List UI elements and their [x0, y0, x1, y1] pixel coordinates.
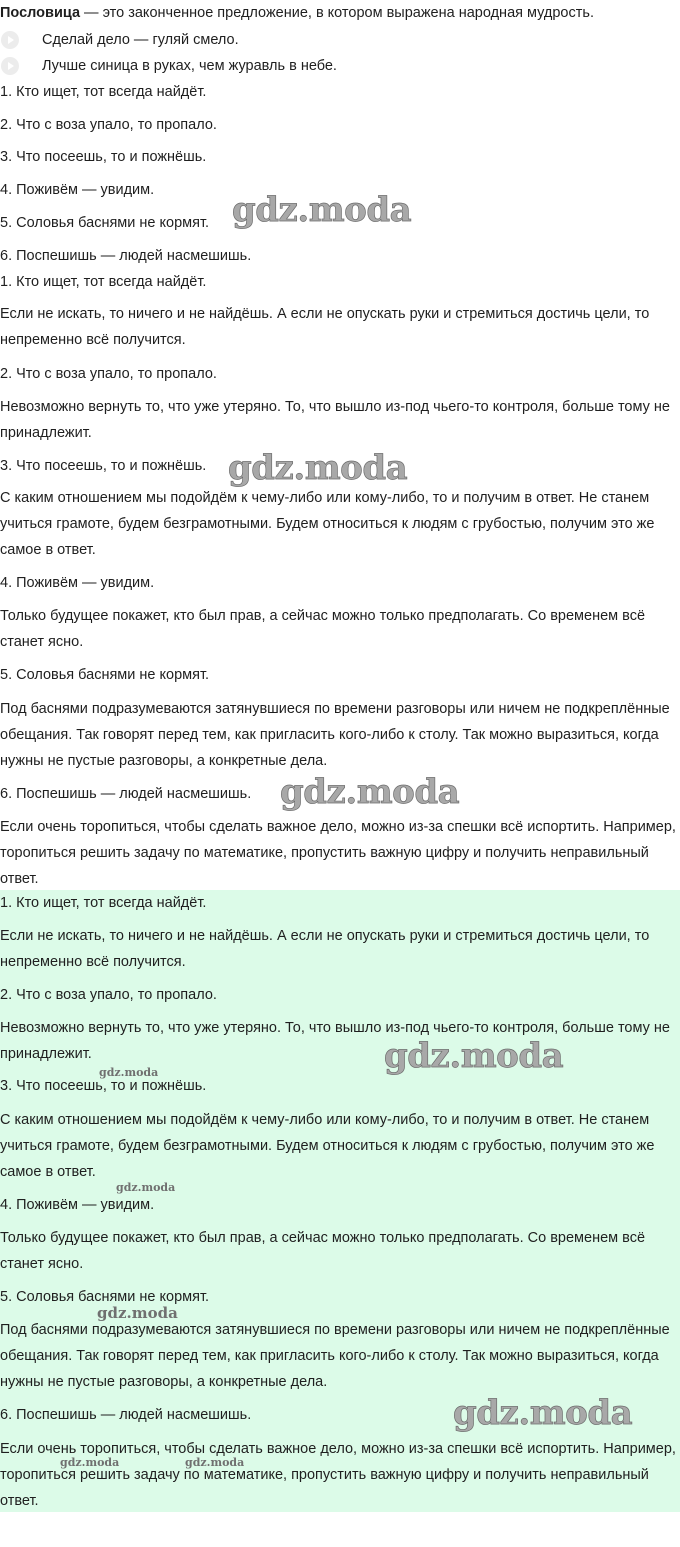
watermark-small: gdz.moda — [97, 1304, 178, 1322]
explanation-text: Невозможно вернуть то, что уже утеряно. То, что вышло из-под чьего-то контроля, больше тому не принадлежит. — [0, 399, 670, 441]
watermark: gdz.moda — [453, 1393, 633, 1433]
proverb-list-item: 2. Что с воза упало, то пропало. — [0, 117, 217, 133]
explanation-text: Под баснями подразумеваются затянувшиеся по времени разговоры или ничем не подкреплённые обещания. Так говорят перед тем, как пригласить кого-либо к столу. Так можно выразиться, когда нужны не пустые разговоры, а конкретные дела. — [0, 701, 670, 769]
explanation-proverb: 3. Что посеешь, то и пожнёшь. — [0, 458, 207, 474]
example-item — [0, 29, 680, 51]
explanation-proverb: 4. Поживём — увидим. — [0, 575, 155, 591]
explanation-proverb: 2. Что с воза упало, то пропало. — [0, 366, 217, 382]
explanation-text: С каким отношением мы подойдём к чему-либо или кому-либо, то и получим в ответ. Не станем учиться грамоте, будем безграмотными. Будем относиться к людям с грубостью, получим это же самое в ответ. — [0, 490, 655, 558]
explanation-text: Если не искать, то ничего и не найдёшь. А если не опускать руки и стремиться достичь цели, то непременно всё получится. — [0, 306, 650, 348]
watermark: gdz.moda — [280, 772, 460, 812]
explanation-text: Только будущее покажет, кто был прав, а сейчас можно только предполагать. Со временем всё станет ясно. — [0, 608, 646, 650]
answer-text: Если не искать, то ничего и не найдёшь. А если не опускать руки и стремиться достичь цели, то непременно всё получится. — [0, 928, 650, 970]
proverb-list-item: 6. Поспешишь — людей насмешишь. — [0, 248, 252, 264]
watermark-small: gdz.moda — [99, 1066, 159, 1079]
watermark-small: gdz.moda — [185, 1456, 245, 1469]
watermark: gdz.moda — [228, 448, 408, 488]
definition-term: Пословица — [0, 5, 81, 21]
proverb-list-item: 3. Что посеешь, то и пожнёшь. — [0, 149, 207, 165]
answer-text: Если очень торопиться, чтобы сделать важное дело, можно из-за спешки всё испортить. Например, торопиться решить задачу по математике, пропустить важную цифру и получить неправильный ответ. — [0, 1441, 676, 1509]
explanation-proverb: 6. Поспешишь — людей насмешишь. — [0, 786, 252, 802]
answer-proverb: 4. Поживём — увидим. — [0, 1197, 155, 1213]
proverb-list-item: 1. Кто ищет, тот всегда найдёт. — [0, 84, 207, 100]
definition-paragraph — [0, 2, 680, 24]
proverb-list-item: 5. Соловья баснями не кормят. — [0, 215, 210, 231]
answer-text: Невозможно вернуть то, что уже утеряно. То, что вышло из-под чьего-то контроля, больше тому не принадлежит. — [0, 1020, 670, 1062]
example-item — [0, 55, 680, 77]
answer-proverb: 5. Соловья баснями не кормят. — [0, 1289, 210, 1305]
example-text: Лучше синица в руках, чем журавль в небе. — [42, 58, 337, 74]
answer-proverb: 2. Что с воза упало, то пропало. — [0, 987, 217, 1003]
answer-text: С каким отношением мы подойдём к чему-либо или кому-либо, то и получим в ответ. Не станем учиться грамоте, будем безграмотными. Будем относиться к людям с грубостью, получим это же самое в ответ. — [0, 1112, 655, 1180]
watermark-small: gdz.moda — [60, 1456, 120, 1469]
play-bullet-icon — [1, 57, 19, 75]
answer-text: Только будущее покажет, кто был прав, а сейчас можно только предполагать. Со временем всё станет ясно. — [0, 1230, 646, 1272]
play-bullet-icon — [1, 31, 19, 49]
watermark-small: gdz.moda — [116, 1181, 176, 1194]
definition-text: — это законченное предложение, в котором выражена народная мудрость. — [80, 5, 594, 21]
answer-proverb: 3. Что посеешь, то и пожнёшь. — [0, 1078, 207, 1094]
answer-text: Под баснями подразумеваются затянувшиеся по времени разговоры или ничем не подкреплённые обещания. Так говорят перед тем, как пригласить кого-либо к столу. Так можно выразиться, когда нужны не пустые разговоры, а конкретные дела. — [0, 1322, 670, 1390]
watermark: gdz.moda — [232, 190, 412, 230]
watermark: gdz.moda — [384, 1036, 564, 1076]
answer-proverb: 1. Кто ищет, тот всегда найдёт. — [0, 895, 207, 911]
example-text: Сделай дело — гуляй смело. — [42, 32, 239, 48]
proverb-list-item: 4. Поживём — увидим. — [0, 182, 155, 198]
explanation-proverb: 1. Кто ищет, тот всегда найдёт. — [0, 274, 207, 290]
explanation-proverb: 5. Соловья баснями не кормят. — [0, 667, 210, 683]
answer-proverb: 6. Поспешишь — людей насмешишь. — [0, 1407, 252, 1423]
explanation-text: Если очень торопиться, чтобы сделать важное дело, можно из-за спешки всё испортить. Например, торопиться решить задачу по математике, пропустить важную цифру и получить неправильный ответ. — [0, 819, 676, 887]
